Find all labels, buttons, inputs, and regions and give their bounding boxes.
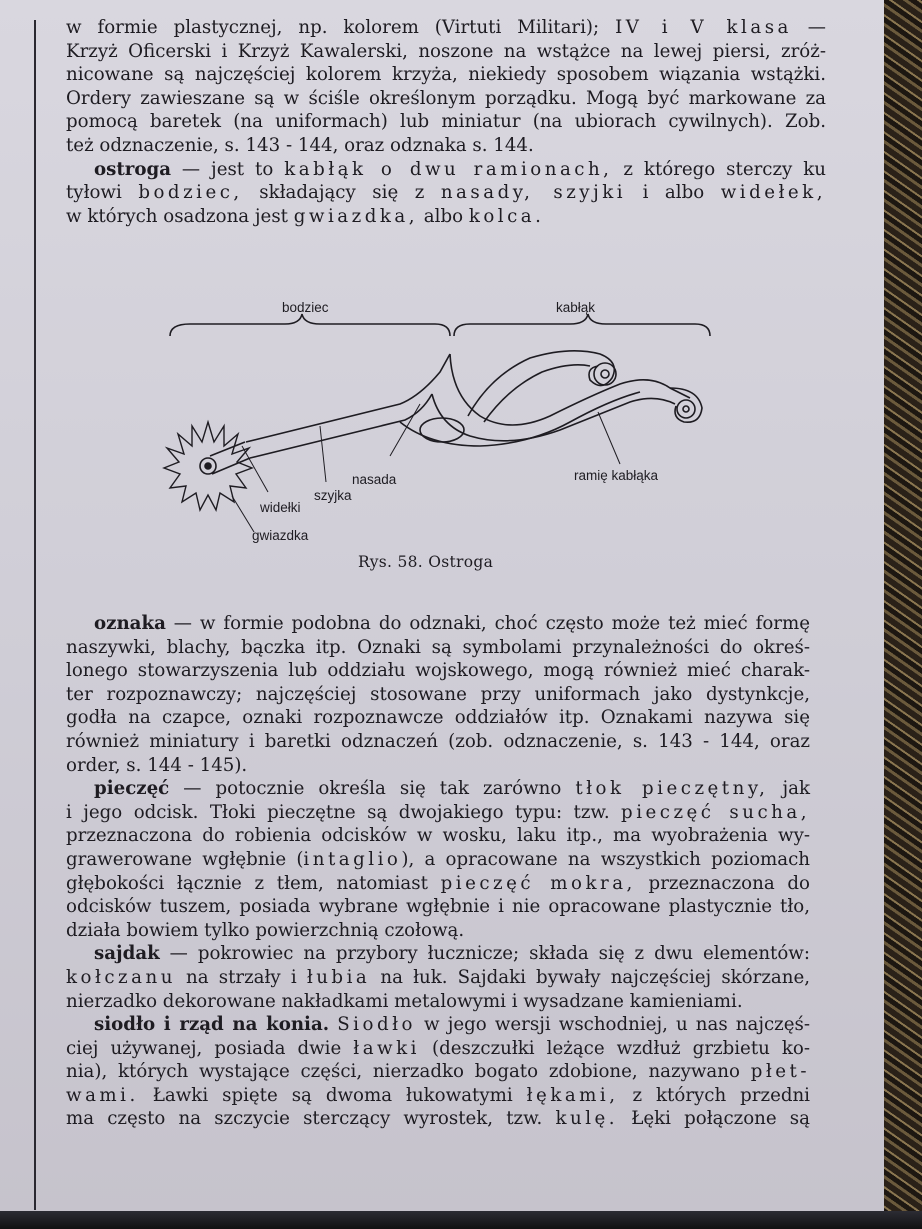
- text-line: order, s. 144 - 145).: [66, 754, 248, 776]
- leader-widelki: [242, 446, 268, 492]
- entry-sajdak: sajdak — pokrowiec na przybory łucznicze; składa się z dwu elementów:: [94, 943, 810, 965]
- text-line: grawerowane wgłębnie (intaglio), a opracowane na wszystkich poziomach: [66, 848, 811, 870]
- kablak-brace: [454, 314, 710, 336]
- text-line: pomocą baretek (na uniformach) lub miniatur (na ubiorach cywilnych). Zob.: [66, 111, 826, 133]
- text-line: Krzyż Oficerski i Krzyż Kawalerski, noszone na wstążce na lewej piersi, zróż-: [66, 40, 826, 62]
- label-kablak: kabłąk: [556, 300, 596, 315]
- headword: ostroga: [94, 158, 171, 180]
- margin-rule: [34, 20, 36, 1210]
- text-line: przeznaczona do robienia odcisków w wosku, laku itp., ma wyobrażenia wy-: [66, 825, 810, 847]
- upper-loop-inner: [484, 365, 590, 422]
- headword: pieczęć: [94, 778, 170, 800]
- text-line: również miniatury i baretki odznaczeń (zob. odznaczenie, s. 143 - 144, oraz: [66, 730, 810, 752]
- spur-drawing: [150, 296, 730, 556]
- text-line: tyłowi bodziec, składający się z nasady, szyjki i albo widełek,: [66, 182, 826, 204]
- leader-szyjka: [320, 426, 326, 482]
- text-line: działa bowiem tylko powierzchnią czołową.: [66, 919, 465, 941]
- text-line: w formie plastycznej, np. kolorem (Virtuti Militari); IV i V klasa —: [66, 17, 826, 38]
- text-line: naszywki, blachy, bączka itp. Oznaki są symbolami przynależności do okreś-: [66, 636, 810, 658]
- entry-ostroga: ostroga — jest to kabłąk o dwu ramionach, z którego sterczy ku: [94, 158, 826, 180]
- text-line: wami. Ławki spięte są dwoma łukowatymi łękami, z których przedni: [66, 1084, 811, 1106]
- text-line: ter rozpoznawczy; najczęściej stosowane przy uniformach jako dystynkcje,: [66, 683, 810, 705]
- text-line: kołczanu na strzały i łubia na łuk. Sajdaki bywały najczęściej skórzane,: [66, 966, 810, 988]
- label-bodziec: bodziec: [282, 300, 329, 315]
- entry-pieczec: pieczęć — potocznie określa się tak zarówno tłok pieczętny, jak: [94, 778, 810, 800]
- text-line: Ordery zawieszane są w ściśle określonym porządku. Mogą być markowane za: [66, 87, 826, 109]
- text-line: też odznaczenie, s. 143 - 144, oraz odznaka s. 144.: [66, 134, 534, 156]
- text-line: lonego stowarzyszenia lub oddziału wojskowego, mogą również mieć charak-: [66, 660, 810, 682]
- text-line: ciej używanej, posiada dwie ławki (deszczułki leżące wzdłuż grzbietu ko-: [66, 1037, 810, 1059]
- leader-ramie: [598, 412, 620, 464]
- figure-caption: Rys. 58. Ostroga: [358, 553, 494, 571]
- top-text-block: [66, 16, 826, 228]
- label-nasada: nasada: [352, 472, 397, 487]
- text-line: nierzadko dekorowane nakładkami metalowymi i wysadzane kamieniami.: [66, 990, 743, 1012]
- headword: sajdak: [94, 943, 160, 965]
- text-line: głębokości łącznie z tłem, natomiast pieczęć mokra, przeznaczona do: [66, 872, 810, 894]
- label-szyjka: szyjka: [314, 488, 352, 503]
- upper-loop: [468, 351, 614, 416]
- text-line: godła na czapce, oznaki rozpoznawcze oddziałów itp. Oznakami nazywa się: [66, 707, 810, 729]
- text-line: odcisków tuszem, posiada wybrane wgłębnie i nie opracowane plastycznie tło,: [66, 896, 810, 918]
- page-bottom-edge: [0, 1211, 922, 1229]
- headword: siodło i rząd na konia.: [94, 1014, 330, 1036]
- entry-siodlo: siodło i rząd na konia. Siodło w jego wersji wschodniej, u nas najczęś-: [94, 1014, 811, 1036]
- entries-block: [66, 612, 810, 1131]
- bodziec-brace: [170, 314, 450, 336]
- text-line: nia), których wystające części, nierzadko bogato zdobione, nazywano płet-: [66, 1061, 810, 1083]
- label-widelki: widełki: [260, 500, 301, 515]
- terminal-loop: [670, 388, 702, 422]
- text-line: ma często na szczycie sterczący wyrostek, tzw. kulę. Łęki połączone są: [66, 1108, 810, 1130]
- leader-gwiazdka: [232, 496, 254, 532]
- text-line: w których osadzona jest gwiazdka, albo kolca.: [66, 205, 545, 227]
- label-gwiazdka: gwiazdka: [252, 528, 309, 543]
- kablak-arm-inner: [432, 394, 675, 441]
- leader-nasada: [390, 404, 420, 456]
- label-ramie-kablaka: ramię kabłąka: [574, 468, 659, 483]
- text-line: nicowane są najczęściej kolorem krzyża, niekiedy sposobem wiązania wstążki.: [66, 64, 826, 86]
- spur-figure: [150, 296, 730, 556]
- text-line: i jego odcisk. Tłoki pieczętne są dwojakiego typu: tzw. pieczęć sucha,: [66, 801, 811, 823]
- rowel-star: [164, 422, 252, 510]
- entry-oznaka: oznaka — w formie podobna do odznaki, choć często może też mieć formę: [94, 613, 810, 634]
- headword: oznaka: [94, 613, 166, 634]
